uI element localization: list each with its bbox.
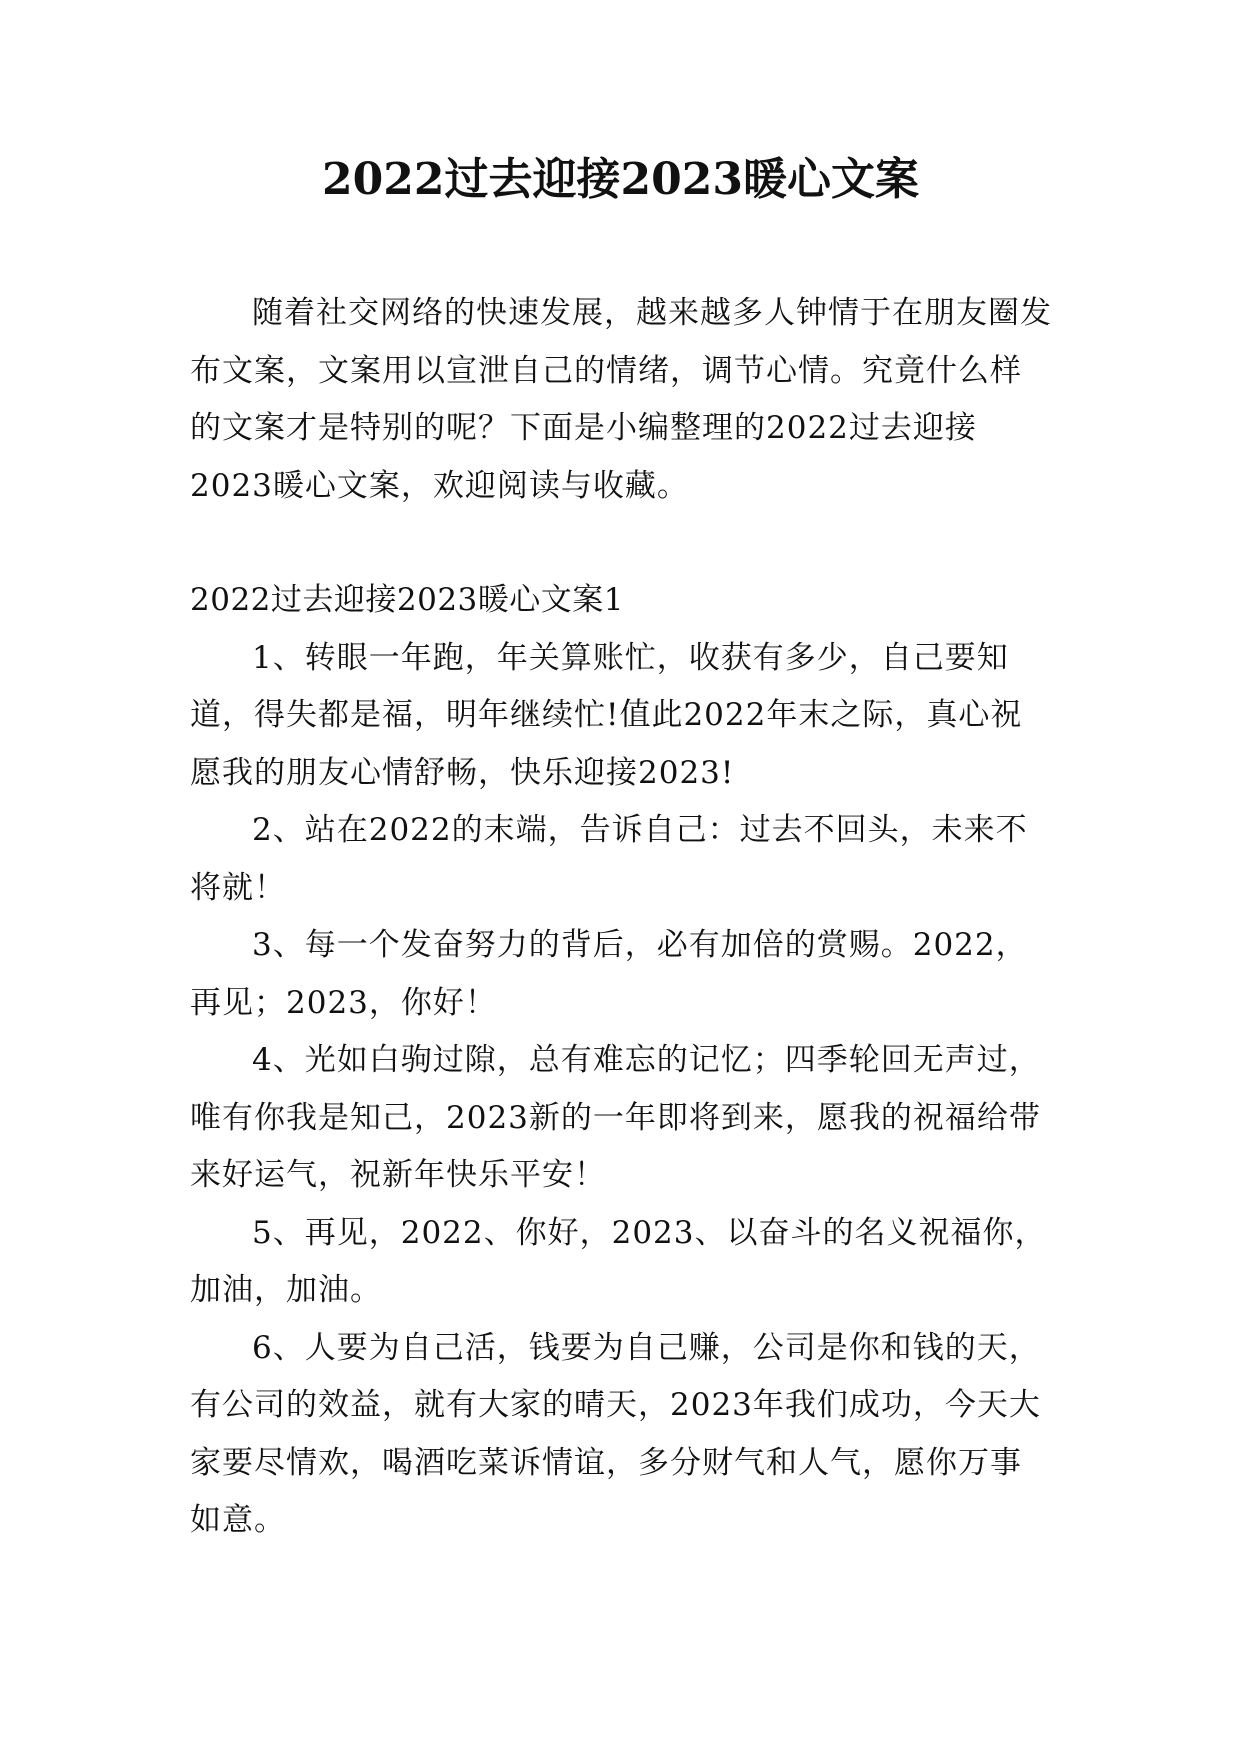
list-item: 2、站在2022的末端，告诉自己：过去不回头，未来不将就！ <box>190 812 1028 906</box>
list-item: 4、光如白驹过隙，总有难忘的记忆；四季轮回无声过，唯有你我是知己，2023新的一年即将到来，愿我的祝福给带来好运气，祝新年快乐平安！ <box>190 1042 1041 1193</box>
section-heading: 2022过去迎接2023暖心文案1 <box>190 582 625 618</box>
list-item: 1、转眼一年跑，年关算账忙，收获有多少，自己要知道，得失都是福，明年继续忙!值此2022年末之际，真心祝愿我的朋友心情舒畅，快乐迎接2023! <box>190 639 1023 791</box>
intro-paragraph: 随着社交网络的快速发展，越来越多人钟情于在朋友圈发布文案，文案用以宣泄自己的情绪，调节心情。究竟什么样的文案才是特别的呢？下面是小编整理的2022过去迎接2023暖心文案，欢迎阅读与收藏。 <box>190 295 1052 504</box>
list-item: 3、每一个发奋努力的背后，必有加倍的赏赐。2022，再见；2023，你好！ <box>190 927 1028 1021</box>
document-title: 2022过去迎接2023暖心文案 <box>322 154 919 205</box>
paragraph-spacer <box>190 515 1052 572</box>
list-item: 6、人要为自己活，钱要为自己赚，公司是你和钱的天，有公司的效益，就有大家的晴天，2023年我们成功，今天大家要尽情欢，喝酒吃菜诉情谊，多分财气和人气，愿你万事如意。 <box>190 1329 1041 1538</box>
list-item: 5、再见，2022、你好，2023、以奋斗的名义祝福你，加油，加油。 <box>190 1214 1047 1308</box>
document-body <box>190 285 1052 1550</box>
